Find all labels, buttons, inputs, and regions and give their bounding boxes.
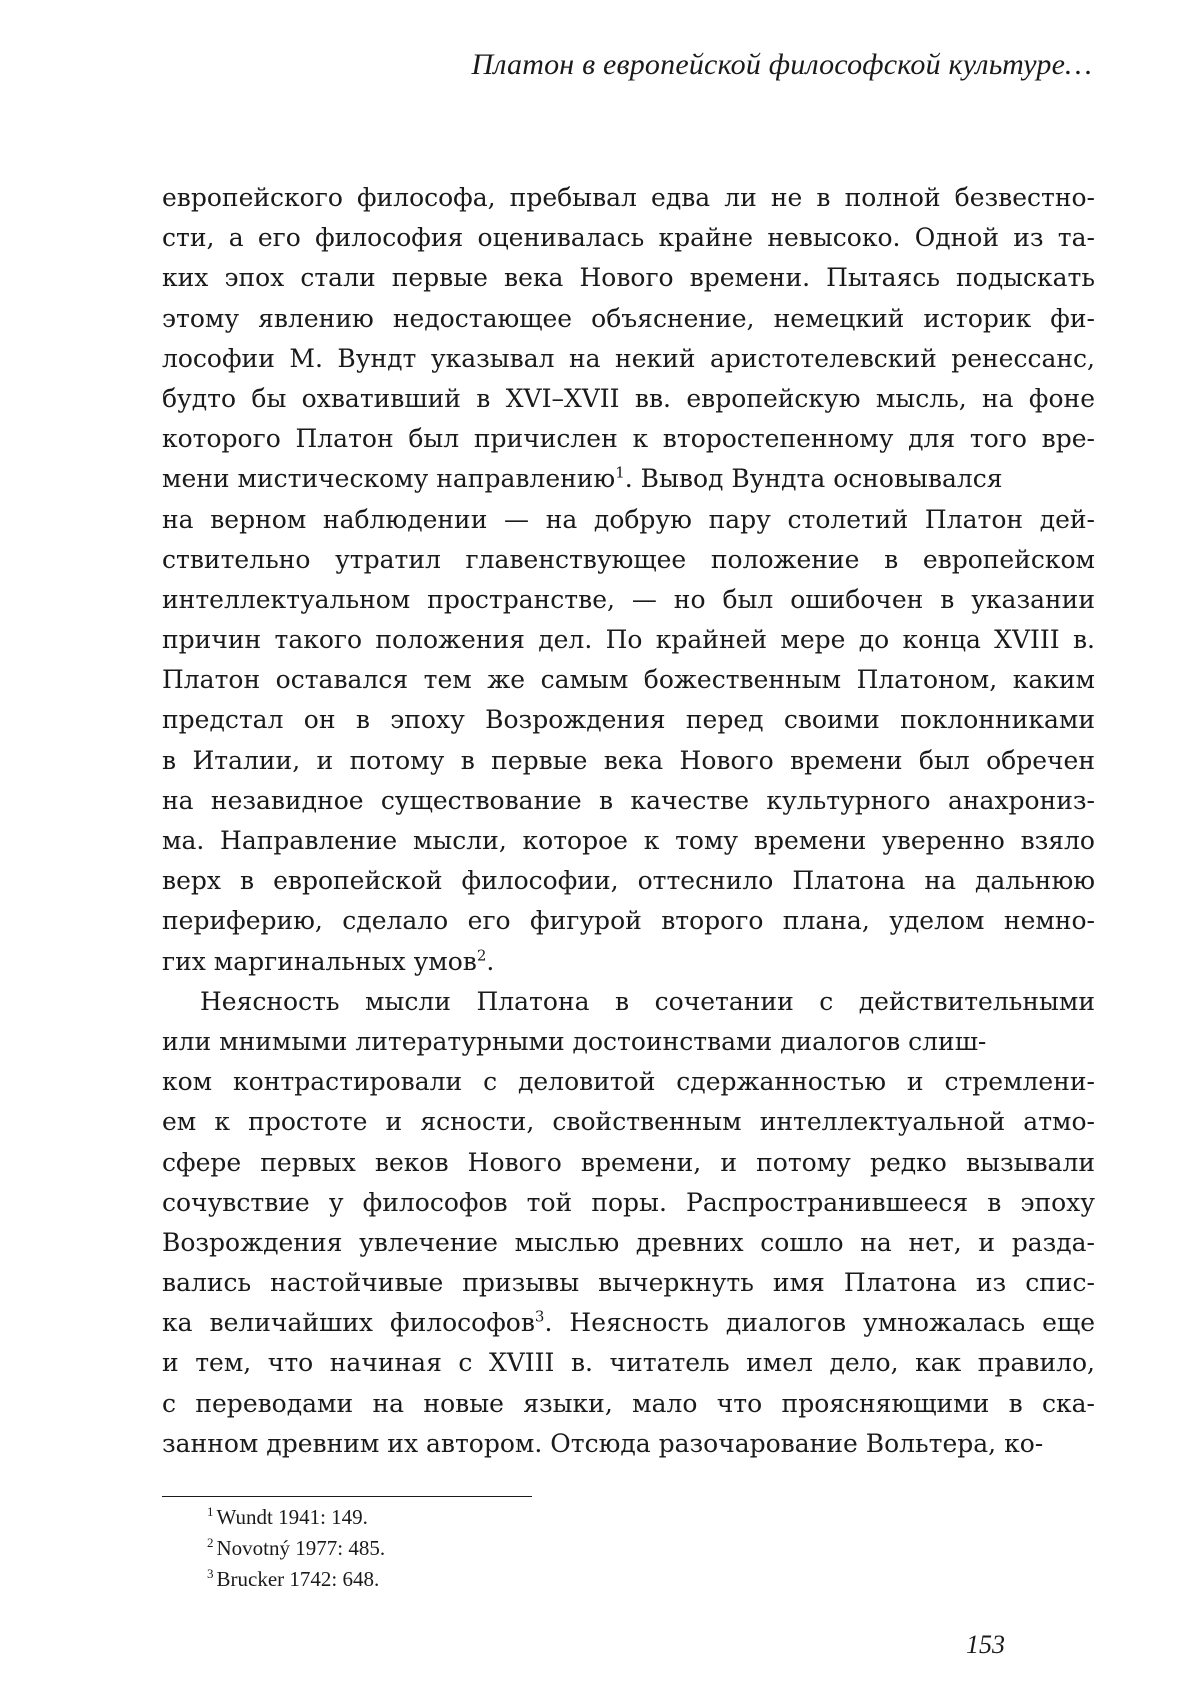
footnote-ref-1[interactable]: 1	[615, 463, 625, 482]
page-number: 153	[966, 1630, 1005, 1659]
text-line: ем к простоте и ясности, свойственным интеллектуальной атмо-	[162, 1107, 1095, 1137]
text-line: европейского философа, пребывал едва ли не в полной безвестно-	[162, 183, 1095, 212]
text-segment: гих маргинальных умов	[162, 946, 477, 976]
text-line: верх в европейской философии, оттеснило Платона на дальнюю	[162, 866, 1095, 896]
text-line	[162, 1303, 1095, 1343]
paragraph-1	[162, 178, 1095, 982]
text-segment: .	[486, 946, 495, 976]
text-line: Неясность мысли Платона в сочетании с действительными	[200, 986, 1095, 1016]
text-line: будто бы охвативший в XVI–XVII вв. европейскую мысль, на фоне	[162, 383, 1095, 413]
footnote-ref-3[interactable]: 3	[534, 1307, 545, 1326]
footnote-ref-2[interactable]: 2	[476, 946, 487, 965]
text-line: лософии М. Вундт указывал на некий аристотелевский ренессанс,	[162, 343, 1095, 373]
paragraph-2	[162, 982, 1095, 1464]
text-line: и тем, что начиная с XVIII в. читатель имел дело, как правило,	[162, 1348, 1095, 1378]
footnote-text: Wundt 1941: 149.	[216, 1505, 368, 1529]
text-segment: . Неясность диалогов умножалась еще	[544, 1308, 1095, 1338]
footnote-text: Brucker 1742: 648.	[216, 1567, 380, 1591]
text-line: предстал он в эпоху Возрождения перед своими поклонниками	[162, 705, 1095, 735]
text-line: ствительно утратил главенствующее положение в европейском	[162, 544, 1095, 574]
running-head: Платон в европейской философской культуре…	[471, 48, 1092, 81]
text-line: Возрождения увлечение мыслью древних сошло на нет, и разда-	[162, 1227, 1095, 1257]
text-line: периферию, сделало его фигурой второго плана, уделом немно-	[162, 906, 1095, 936]
text-line: с переводами на новые языки, мало что проясняющими в ска-	[162, 1388, 1095, 1418]
footnote-text: Novotný 1977: 485.	[216, 1536, 386, 1560]
text-line	[162, 459, 1095, 499]
footnote-3	[207, 1564, 385, 1595]
text-line: которого Платон был причислен к второстепенному для того вре-	[162, 424, 1095, 454]
text-line: Платон оставался тем же самым божественным Платоном, каким	[162, 665, 1095, 695]
footnote-mark: 1	[207, 1504, 214, 1519]
text-line: этому явлению недостающее объяснение, немецкий историк фи-	[162, 303, 1095, 333]
text-line: интеллектуальном пространстве, — но был ошибочен в указании	[162, 584, 1095, 614]
text-line: сочувствие у философов той поры. Распространившееся в эпоху	[162, 1187, 1095, 1217]
text-line: ма. Направление мысли, которое к тому времени уверенно взяло	[162, 826, 1095, 855]
text-line: в Италии, и потому в первые века Нового времени был обречен	[162, 745, 1095, 775]
footnote-mark: 2	[207, 1535, 214, 1550]
main-text	[162, 178, 1095, 1464]
text-segment: ка величайших философов	[162, 1308, 535, 1338]
text-line	[162, 942, 1095, 982]
text-segment: . Вывод Вундта основывался	[624, 464, 1003, 494]
footnote-divider	[162, 1496, 532, 1497]
footnotes	[207, 1502, 385, 1595]
text-line: или мнимыми литературными достоинствами диалогов слиш-	[162, 1026, 987, 1056]
footnote-mark: 3	[207, 1566, 214, 1581]
text-segment: мени мистическому направлению	[162, 464, 616, 494]
text-line: ких эпох стали первые века Нового времени. Пытаясь подыскать	[162, 263, 1095, 293]
text-line: причин такого положения дел. По крайней мере до конца XVIII в.	[162, 625, 1095, 655]
text-line: на незавидное существование в качестве культурного анахрониз-	[162, 785, 1095, 815]
footnote-2	[207, 1533, 385, 1564]
text-line: сти, а его философия оценивалась крайне невысоко. Одной из та-	[162, 223, 1095, 253]
text-line: занном древним их автором. Отсюда разочарование Вольтера, ко-	[162, 1428, 1044, 1458]
text-line: ком контрастировали с деловитой сдержанностью и стремлени-	[162, 1067, 1095, 1097]
text-line: на верном наблюдении — на добрую пару столетий Платон дей-	[162, 504, 1095, 534]
footnote-1	[207, 1502, 385, 1533]
text-line: вались настойчивые призывы вычеркнуть имя Платона из спис-	[162, 1268, 1095, 1298]
text-line: сфере первых веков Нового времени, и потому редко вызывали	[162, 1147, 1095, 1177]
